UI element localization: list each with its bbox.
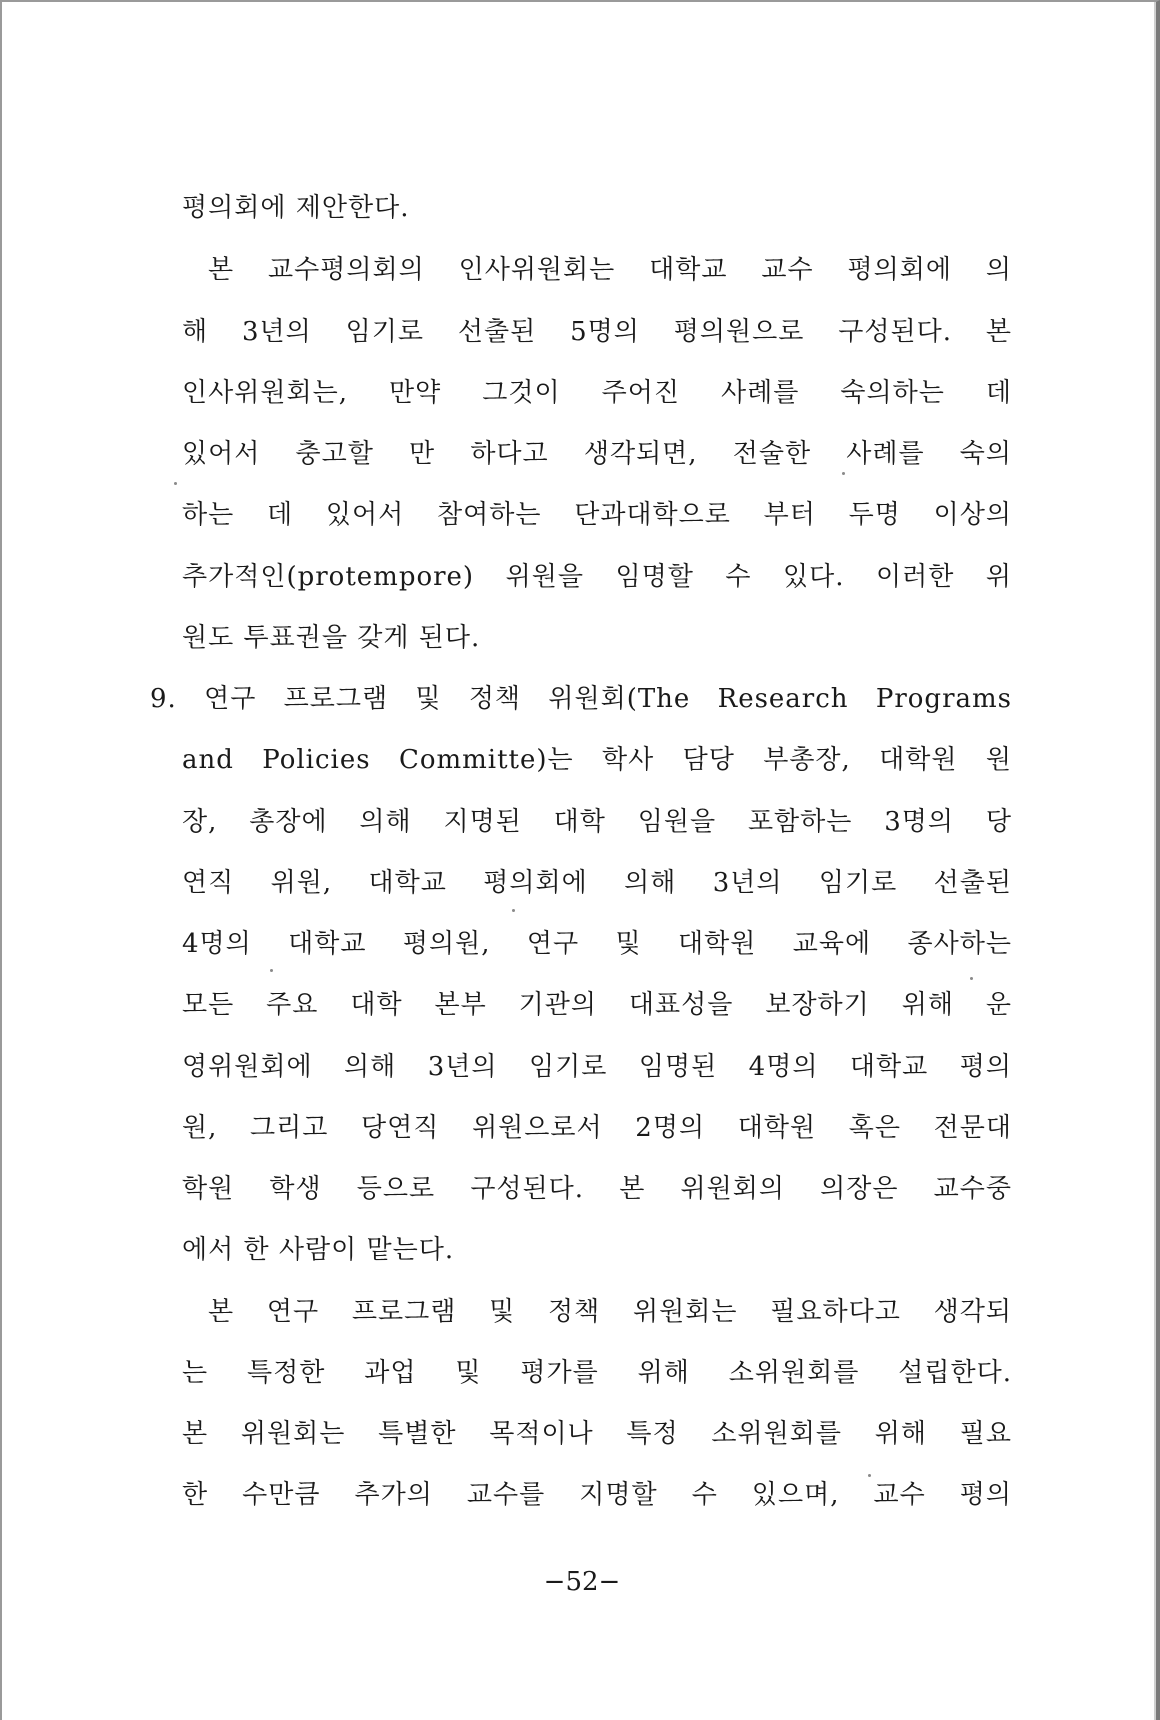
numbered-item-heading: 9. 연구 프로그램 및 정책 위원회(The Research Programs <box>150 684 1012 714</box>
text-line: 모든 주요 대학 본부 기관의 대표성을 보장하기 위해 운 <box>182 990 1012 1020</box>
text-line: 장, 총장에 의해 지명된 대학 임원을 포함하는 3명의 당 <box>182 807 1012 837</box>
text-line: 에서 한 사람이 맡는다. <box>182 1235 455 1265</box>
text-line: 영위원회에 의해 3년의 임기로 임명된 4명의 대학교 평의 <box>182 1052 1012 1082</box>
text-line: 추가적인(protempore) 위원을 임명할 수 있다. 이러한 위 <box>182 562 1012 592</box>
text-line: 원, 그리고 당연직 위원으로서 2명의 대학원 혹은 전문대 <box>182 1113 1012 1143</box>
text-line: 인사위원회는, 만약 그것이 주어진 사례를 숙의하는 데 <box>182 378 1012 408</box>
text-line: and Policies Committe)는 학사 담당 부총장, 대학원 원 <box>182 745 1012 775</box>
text-line: 연직 위원, 대학교 평의회에 의해 3년의 임기로 선출된 <box>182 868 1012 898</box>
text-line: 본 위원회는 특별한 목적이나 특정 소위원회를 위해 필요 <box>182 1419 1012 1449</box>
scan-speck <box>174 482 177 485</box>
text-line: 는 특정한 과업 및 평가를 위해 소위원회를 설립한다. <box>182 1358 1012 1388</box>
text-line: 학원 학생 등으로 구성된다. 본 위원회의 의장은 교수중 <box>182 1174 1012 1204</box>
text-line: 있어서 충고할 만 하다고 생각되면, 전술한 사례를 숙의 <box>182 439 1012 469</box>
scan-speck <box>868 1474 871 1477</box>
scan-speck <box>270 969 273 972</box>
scan-speck <box>512 909 515 912</box>
page-number: −52− <box>543 1567 621 1597</box>
text-line: 원도 투표권을 갖게 된다. <box>182 623 481 653</box>
text-line: 해 3년의 임기로 선출된 5명의 평의원으로 구성된다. 본 <box>182 317 1012 347</box>
scan-speck <box>970 977 973 980</box>
text-line: 본 연구 프로그램 및 정책 위원회는 필요하다고 생각되 <box>208 1297 1012 1327</box>
text-line: 4명의 대학교 평의원, 연구 및 대학원 교육에 종사하는 <box>182 929 1012 959</box>
text-line: 한 수만큼 추가의 교수를 지명할 수 있으며, 교수 평의 <box>182 1480 1012 1510</box>
text-line: 평의회에 제안한다. <box>182 193 410 223</box>
text-line: 하는 데 있어서 참여하는 단과대학으로 부터 두명 이상의 <box>182 500 1012 530</box>
scan-speck <box>842 472 845 475</box>
text-line: 본 교수평의회의 인사위원회는 대학교 교수 평의회에 의 <box>208 255 1012 285</box>
